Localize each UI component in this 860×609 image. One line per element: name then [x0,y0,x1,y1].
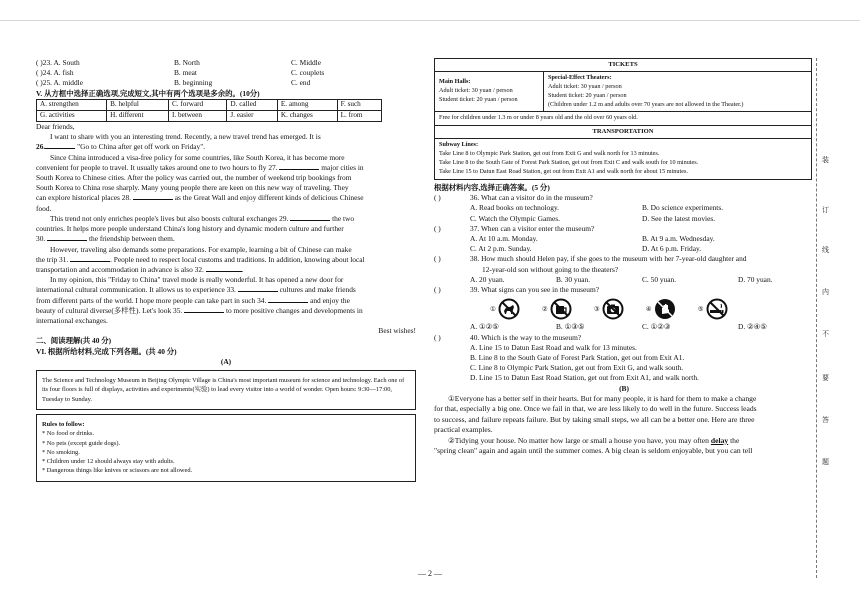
no-food-sign-icon [550,298,572,320]
sign-1: ① [490,298,520,320]
option-a[interactable]: A. 20 yuan. [470,274,505,284]
binding-line [816,58,817,578]
blank-30[interactable] [47,240,87,241]
option-b[interactable]: B. Do science experiments. [642,203,724,213]
rule-item: * No food or drinks. [42,430,95,438]
option-b[interactable]: B. 30 yuan. [556,274,591,284]
option-d[interactable]: D. 70 yuan. [738,274,773,284]
part-2-heading: 二、阅读理解(共 40 分) [36,336,112,346]
option-c[interactable]: C. Watch the Olympic Games. [470,213,560,223]
blank-35[interactable] [184,312,224,313]
binding-char: 要 [822,374,829,382]
no-photo-sign-icon [602,298,624,320]
blank-31[interactable] [70,261,110,262]
word-option: F. such [337,99,381,110]
option-d[interactable]: D. Line 15 to Datun East Road Station, get out from Exit A1, and walk north. [470,373,699,383]
binding-char: 答 [822,416,829,424]
question-36: ( ) 36. What can a visitor do in the museum? A. Read books on technology. B. Do science experiments. C. Watch the Olympic Games. D. See the latest movies. [434,193,724,223]
passage-b-label: (B) [619,383,629,393]
sign-4: ④ [646,298,676,320]
blank-32[interactable] [206,271,242,272]
rule-item: * Dangerous things like knives or scissors are not allowed. [42,467,193,475]
binding-char: 装 [822,156,829,164]
binding-char: 订 [822,206,829,214]
word-option: G. activities [37,110,107,121]
option-b[interactable]: B. At 9 a.m. Wednesday. [642,234,715,244]
word-option: B. helpful [107,99,169,110]
option-a[interactable]: A. Line 15 to Datun East Road and walk for 13 minutes. [470,342,637,352]
option-c[interactable]: C. At 2 p.m. Sunday. [470,244,532,254]
option-b[interactable]: B. Line 8 to the South Gate of Forest Park Station, get out from Exit A1. [470,353,685,363]
blank-29[interactable] [290,220,330,221]
question-39: ( ) 39. What signs can you see in the museum? ① ② ③ ④ ⑤ A. ①②⑤ B. ①③⑤ C. ①②③ D. ②④⑤ [434,285,814,332]
museum-description-box: The Science and Technology Museum in Beijing Olympic Village is China's most important museum for science and technology. Each one of its four floors is full of displays, activities and experiments(实验) to lead every visitor into a world of wonder. Open hours: 9:30—17:00, Tuesday to Sunday. [36,370,416,410]
question-38: ( ) 38. How much should Helen pay, if she goes to the museum with her 7-year-old daughter and 12-year-old son without going to the theaters? A. 20 yuan. B. 30 yuan. C. 50 yuan. D. 70 yuan. [434,254,773,284]
question-40: ( ) 40. Which is the way to the museum? A. Line 15 to Datun East Road and walk for 13 minutes. B. Line 8 to the South Gate of Forest Park Station, get out from Exit A1. C. Line 8 to Olympic Park Station, get out from Exit G, and walk south. D. Line 15 to Datun East Road Station, get out from Exit A1, and walk north. [434,333,814,384]
option-c[interactable]: C. Line 8 to Olympic Park Station, get out from Exit G, and walk south. [470,363,684,373]
question-25: ( )25. A. middle B. beginning C. end [36,78,311,88]
question-37: ( ) 37. When can a visitor enter the museum? A. At 10 a.m. Monday. B. At 9 a.m. Wednesday. C. At 2 p.m. Sunday. D. At 6 p.m. Friday. [434,223,715,254]
binding-char: 内 [822,288,829,296]
rule-item: * Children under 12 should always stay with adults. [42,458,175,466]
word-option: D. called [227,99,277,110]
binding-char: 题 [822,458,829,466]
blank-34[interactable] [268,302,308,303]
word-option: J. easier [227,110,277,121]
no-touching-sign-icon [654,298,676,320]
transportation-title: TRANSPORTATION [435,126,812,139]
word-box [36,99,382,122]
word-option: L. from [337,110,381,121]
word-option: K. changes [277,110,337,121]
binding-char: 不 [822,330,829,338]
letter-greeting: Dear friends, [36,121,75,131]
option-c[interactable]: C. 50 yuan. [642,274,677,284]
word-box-row [37,99,382,110]
letter-closing: Best wishes! [378,326,416,336]
word-option: E. among [277,99,337,110]
rule-item: * No pets (except guide dogs). [42,439,121,447]
word-option: A. strengthen [37,99,107,110]
blank-26[interactable] [45,148,75,149]
page-number: — 2 — [418,569,442,578]
option-d[interactable]: D. ②④⑤ [738,322,767,332]
rules-title: Rules to follow: [42,420,85,428]
rules-box [36,414,416,482]
no-smoking-sign-icon [706,298,728,320]
option-a[interactable]: A. Read books on technology. [470,203,560,213]
instruction: 根据材料内容,选择正确答案。(5 分) [434,182,550,192]
blank-33[interactable] [238,291,278,292]
sign-3: ③ [594,298,624,320]
no-pets-sign-icon [498,298,520,320]
option-b[interactable]: B. ①③⑤ [556,322,585,332]
letter-body: I want to share with you an interesting trend. Recently, a new travel trend has emerged. It is 26. "Go to China after get off work on Friday". Since China introduced a visa-free policy for some countries, like South Korea, it has become more convenient for people to travel. It usually takes around one to two hours to fly 27. major cities in South Korea to Chinese cities. After the policy was carried out, the number of weekend trip bookings from South Korea to China rose sharply. Many young people there are keen on this new way of traveling. They can explore historical places 28. as the Great Wall and enjoy different kinds of delicious Chinese food. This trend not only enriches people's lives but also boosts cultural exchanges 29. the two countries. It helps more people understand China's long history and dynamic modern culture and further 30. the friendship between them. However, traveling also demands some preparations. For example, learning a bit of Chinese can make the trip 31. . People need to respect local customs and traditions. In addition, knowing about local transportation and accommodation in advance is also 32. . In my opinion, this "Friday to China" travel mode is really wonderful. It has opened a new door for international cultural communication. It allows us to experience 33. cultures and make friends from different parts of the world. I hope more people can take part in such 34. and enjoy the beauty of cultural diverse(多样性). Let's look 35. to more positive changes and developments in international exchanges. [36,132,365,326]
section-6-heading: VI. 根据所给材料,完成下列各题。(共 40 分) [36,346,177,356]
subway-lines-cell: Subway Lines: Take Line 8 to Olympic Park Station, get out from Exit G and walk north for 13 minutes. Take Line 8 to the South Gate of Forest Park Station, get out from Exit C and walk south for 10 minutes. Take Line 15 to Datun East Road Station, get out from Exit A1 and walk north for about 15 minutes. [435,139,812,180]
right-column [434,58,814,457]
passage-b-text: ①Everyone has a better self in their hearts. But for many people, it is hard for them to make a change for that, especially a big one. Once we fail in that, we are less likely to do well in the future. Success leads to success, and failure repeats failure. But by taking small steps, we all can be a better one. Here are three practical examples. ②Tidying your house. No matter how large or small a house you have, you may often delay the "spring clean" again and again until the summer comes. A big clean is seldom enjoyable, but you can tell [434,393,757,456]
option-c[interactable]: C. ①②③ [642,322,671,332]
sign-5: ⑤ [698,298,728,320]
rule-item: * No smoking. [42,448,80,456]
word-option: H. different [107,110,169,121]
blank-27[interactable] [279,169,319,170]
underlined-word: delay [710,435,729,445]
sign-icons [434,298,814,320]
sign-2: ② [542,298,572,320]
passage-a-label: (A) [220,356,232,366]
word-option: I. between [168,110,226,121]
theaters-cell: Special-Effect Theaters: Adult ticket: 30 yuan / person Student ticket: 20 yuan / person (Children under 1.2 m and adults over 70 years are not allowed in the Theater.) [544,71,812,112]
binding-char: 线 [822,246,829,254]
word-option: C. forward [168,99,226,110]
question-23: ( )23. A. South B. North C. Middle [36,58,321,67]
tickets-table [434,58,812,180]
left-column [36,58,416,482]
main-halls-cell: Main Halls: Adult ticket: 30 yuan / person Student ticket: 20 yuan / person [435,71,544,112]
option-d[interactable]: D. At 6 p.m. Friday. [642,244,702,254]
free-note: Free for children under 1.3 m or under 8 years old and the old over 60 years old. [435,112,812,126]
tickets-title: TICKETS [435,59,812,72]
option-d[interactable]: D. See the latest movies. [642,213,716,223]
option-a[interactable]: A. ①②⑤ [470,322,499,332]
question-24: ( )24. A. fish B. meat C. couplets [36,68,325,78]
option-a[interactable]: A. At 10 a.m. Monday. [470,234,538,244]
word-box-row [37,110,382,121]
top-rule [0,20,860,21]
section-5-heading: V. 从方框中选择正确选项,完成短文,其中有两个选项是多余的。(10分) [36,88,260,98]
blank-28[interactable] [133,199,173,200]
